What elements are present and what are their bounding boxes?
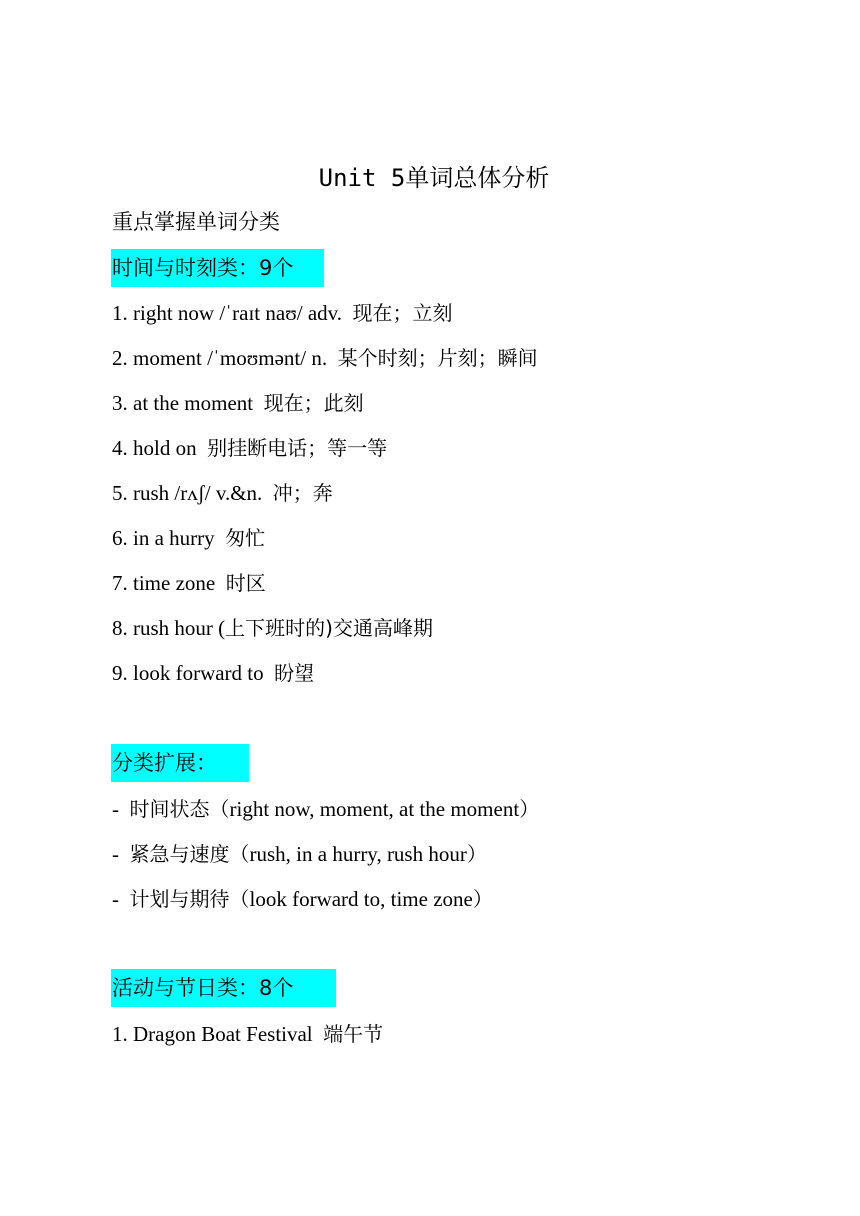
category-activity-label: 活动与节日类：8个	[111, 969, 336, 1007]
item-english: 1. Dragon Boat Festival	[112, 1022, 313, 1046]
item-chinese: 匆忙	[225, 526, 266, 550]
item-chinese: 计划与期待（	[129, 887, 250, 911]
list-item	[112, 433, 387, 463]
list-item	[112, 884, 493, 914]
list-item	[112, 839, 487, 869]
item-english: 6. in a hurry	[112, 526, 215, 550]
item-english: 4. hold on	[112, 436, 197, 460]
list-item	[112, 298, 453, 328]
item-english: right now, moment, at the moment	[229, 797, 520, 821]
item-english: 1. right now /ˈraɪt naʊ/ adv.	[112, 301, 343, 325]
item-english: 5. rush /rʌʃ/ v.&n.	[112, 481, 263, 505]
list-item	[112, 613, 433, 643]
item-chinese: 时区	[225, 571, 266, 595]
list-item	[112, 388, 364, 418]
item-prefix: -	[112, 797, 119, 821]
item-prefix: -	[112, 887, 119, 911]
list-item	[112, 523, 265, 553]
category-expand-label: 分类扩展：	[111, 744, 249, 782]
item-english: rush, in a hurry, rush hour	[249, 842, 467, 866]
list-item	[112, 343, 538, 373]
list-item	[112, 568, 266, 598]
item-chinese: 时间状态（	[129, 797, 230, 821]
list-item	[112, 794, 539, 824]
item-end: ）	[519, 797, 540, 821]
item-chinese: 别挂断电话；等一等	[207, 436, 388, 460]
item-chinese: 上下班时的)交通高峰期	[225, 616, 433, 640]
item-english: look forward to, time zone	[249, 887, 473, 911]
item-english: 2. moment /ˈmoʊmənt/ n.	[112, 346, 328, 370]
list-item	[112, 658, 314, 688]
document-title: Unit 5单词总体分析	[318, 164, 550, 192]
list-item	[112, 478, 333, 508]
item-chinese: 端午节	[323, 1022, 384, 1046]
item-english: 3. at the moment	[112, 391, 254, 415]
item-chinese: 紧急与速度（	[129, 842, 250, 866]
item-chinese: 盼望	[274, 661, 315, 685]
item-prefix: -	[112, 842, 119, 866]
section-heading: 重点掌握单词分类	[112, 210, 280, 234]
item-english: 9. look forward to	[112, 661, 264, 685]
category-time-label: 时间与时刻类：9个	[111, 249, 324, 287]
item-chinese: 现在；立刻	[352, 301, 453, 325]
item-english: 7. time zone	[112, 571, 216, 595]
item-end: ）	[472, 887, 493, 911]
item-english: 8. rush hour (	[112, 616, 226, 640]
item-chinese: 某个时刻；片刻；瞬间	[337, 346, 538, 370]
item-end: ）	[466, 842, 487, 866]
list-item	[112, 1019, 383, 1049]
item-chinese: 现在；此刻	[263, 391, 364, 415]
item-chinese: 冲；奔	[272, 481, 333, 505]
